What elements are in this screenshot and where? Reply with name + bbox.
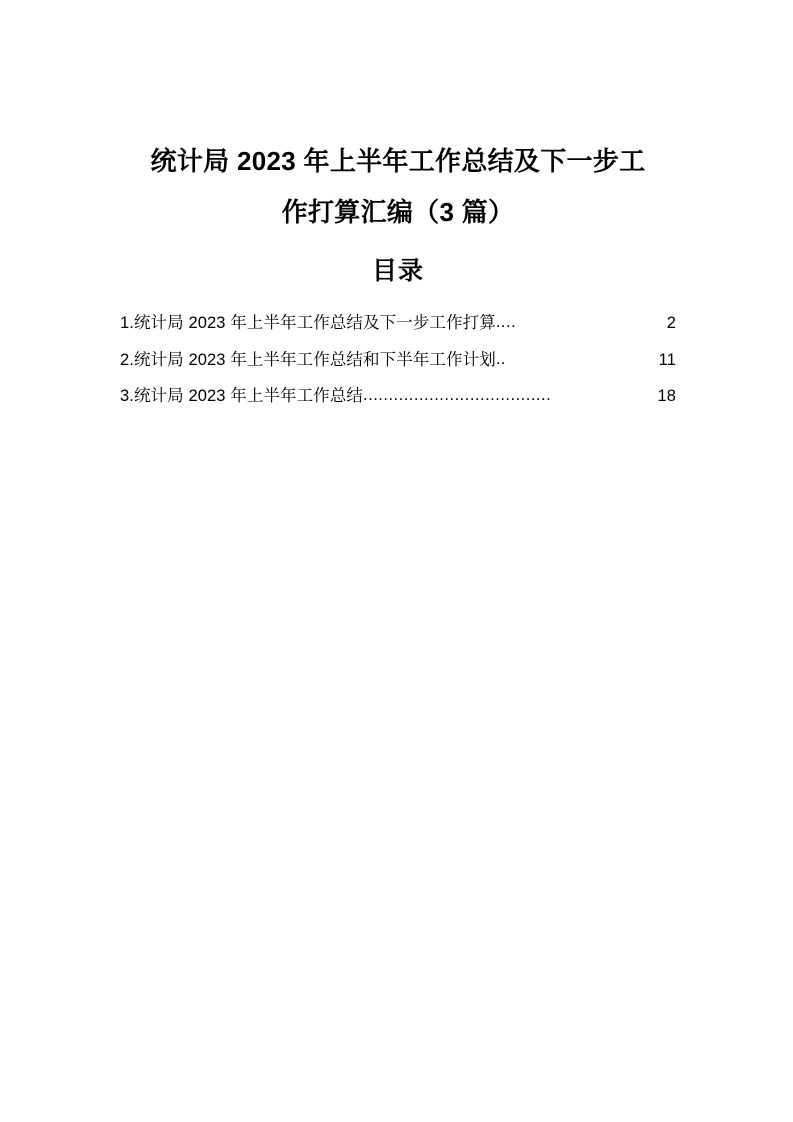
toc-page-number: 11 [658, 350, 676, 369]
toc-leader-dots: .. [495, 349, 507, 368]
page-title-line-1: 统计局 2023 年上半年工作总结及下一步工 [150, 146, 646, 176]
toc-entry-label: 2.统计局 2023 年上半年工作总结和下半年工作计划 [120, 350, 496, 369]
toc-leader-dots: ..................................... [363, 385, 552, 404]
list-item[interactable] [120, 342, 676, 378]
list-item[interactable] [120, 378, 676, 414]
page-title [120, 136, 676, 237]
page-title-line-2: 作打算汇编（3 篇） [281, 196, 515, 227]
list-item[interactable] [120, 305, 676, 341]
toc-entry-label: 1.统计局 2023 年上半年工作总结及下一步工作打算 [120, 314, 496, 333]
toc-page-number: 2 [666, 314, 676, 333]
toc-page-number: 18 [657, 386, 676, 405]
toc-entry-label: 3.统计局 2023 年上半年工作总结 [120, 386, 364, 405]
toc-list [120, 305, 676, 414]
document-content [120, 136, 676, 414]
toc-heading: 目录 [371, 257, 424, 286]
toc-leader-dots: .... [495, 313, 517, 332]
